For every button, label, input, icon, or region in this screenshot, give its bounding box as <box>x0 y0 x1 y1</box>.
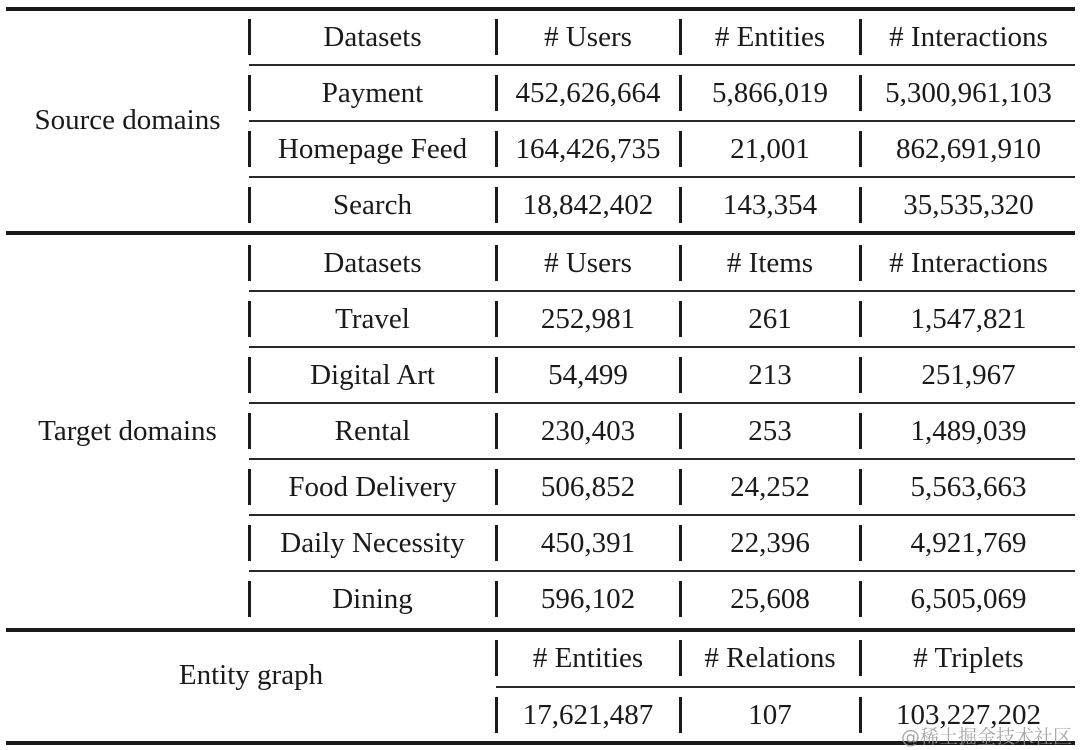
target-row-cell: 54,499 <box>548 359 628 391</box>
header-cell: Datasets <box>323 247 422 279</box>
source-row-cell: 452,626,664 <box>515 77 661 109</box>
target-row-cell: 506,852 <box>540 471 636 503</box>
entity-graph-row-cell: 103,227,202 <box>896 699 1041 731</box>
group-label-entity-graph: Entity graph <box>178 659 324 691</box>
header-cell: # Users <box>544 247 632 279</box>
target-row-cell: Daily Necessity <box>280 527 465 559</box>
target-row-cell: 5,563,663 <box>910 471 1027 503</box>
target-row-cell: 25,608 <box>730 583 810 615</box>
target-row-cell: 261 <box>748 303 792 335</box>
group-label-target-domains: Target domains <box>38 415 217 447</box>
watermark: @稀土掘金技术社区 <box>900 726 1072 748</box>
header-cell: # Entities <box>532 642 644 674</box>
header-cell: # Items <box>726 247 814 279</box>
target-row-cell: 4,921,769 <box>910 527 1027 559</box>
target-row-cell: Food Delivery <box>288 471 457 503</box>
target-row-cell: Travel <box>335 303 410 335</box>
target-row-cell: 230,403 <box>540 415 636 447</box>
group-label-source-domains: Source domains <box>34 104 221 136</box>
target-row-cell: 450,391 <box>540 527 636 559</box>
source-row-cell: 21,001 <box>730 133 810 165</box>
target-row-cell: 596,102 <box>540 583 636 615</box>
target-row-cell: 1,547,821 <box>910 303 1027 335</box>
target-row-cell: 252,981 <box>540 303 636 335</box>
header-cell: # Triplets <box>913 642 1024 674</box>
target-row-cell: 251,967 <box>921 359 1016 391</box>
target-row-cell: Digital Art <box>310 359 435 391</box>
target-row-cell: Rental <box>334 415 411 447</box>
header-cell: Datasets <box>323 21 422 53</box>
source-row-cell: 5,300,961,103 <box>885 77 1052 109</box>
source-row-cell: 5,866,019 <box>712 77 828 109</box>
header-cell: # Interactions <box>889 247 1048 279</box>
source-row-cell: 862,691,910 <box>896 133 1041 165</box>
target-row-cell: 253 <box>748 415 792 447</box>
target-row-cell: Dining <box>332 583 413 615</box>
header-cell: # Entities <box>714 21 826 53</box>
target-row-cell: 1,489,039 <box>910 415 1027 447</box>
header-cell: # Relations <box>704 642 836 674</box>
header-cell: # Users <box>544 21 632 53</box>
source-row-cell: 18,842,402 <box>522 189 654 221</box>
target-row-cell: 6,505,069 <box>910 583 1027 615</box>
source-row-cell: 143,354 <box>722 189 818 221</box>
entity-graph-row-cell: 17,621,487 <box>522 699 654 731</box>
target-row-cell: 24,252 <box>730 471 810 503</box>
source-row-cell: Payment <box>321 77 424 109</box>
target-row-cell: 22,396 <box>730 527 810 559</box>
header-cell: # Interactions <box>889 21 1048 53</box>
target-row-cell: 213 <box>748 359 792 391</box>
source-row-cell: Homepage Feed <box>277 133 468 165</box>
source-row-cell: 164,426,735 <box>515 133 661 165</box>
entity-graph-row-cell: 107 <box>748 699 792 731</box>
source-row-cell: 35,535,320 <box>903 189 1034 221</box>
source-row-cell: Search <box>333 189 412 221</box>
